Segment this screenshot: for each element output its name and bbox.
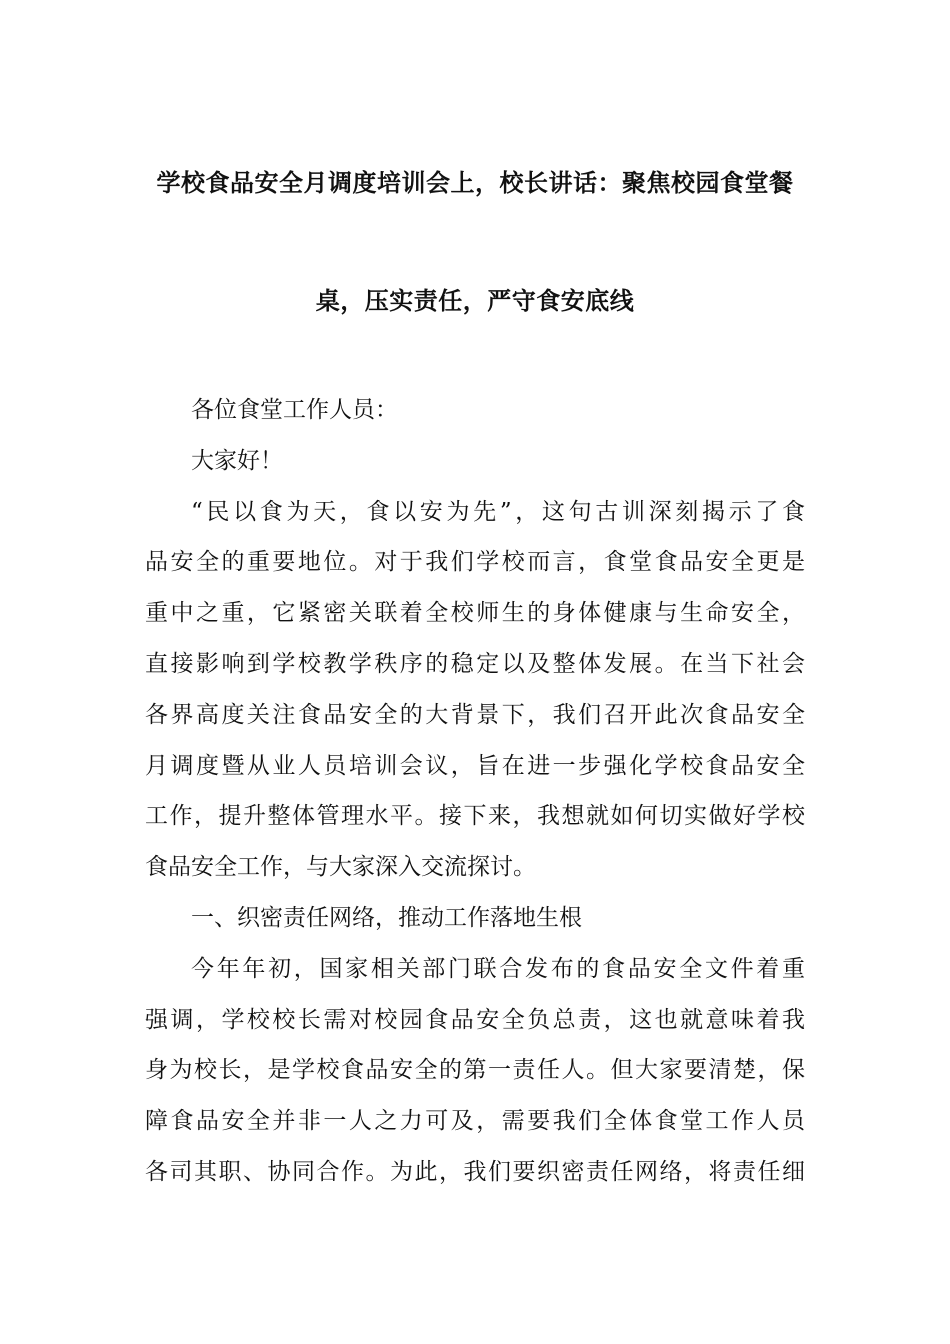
paragraph-line: 强调，学校校长需对校园食品安全负总责，这也就意味着我 [145,1006,805,1033]
document-title-line-1: 学校食品安全月调度培训会上，校长讲话：聚焦校园食堂餐 [156,169,794,197]
paragraph-line: 今年年初，国家相关部门联合发布的食品安全文件着重 [191,955,805,982]
paragraph-line: 各界高度关注食品安全的大背景下，我们召开此次食品安全 [145,701,805,728]
paragraph-line: 月调度暨从业人员培训会议，旨在进一步强化学校食品安全 [145,752,805,779]
salutation: 各位食堂工作人员： [191,397,398,423]
document-body [145,385,805,1198]
paragraph-line: 工作，提升整体管理水平。接下来，我想就如何切实做好学校 [145,803,805,830]
document-title-line-2: 桌，压实责任，严守食安底线 [315,287,635,315]
paragraph-line: 直接影响到学校教学秩序的稳定以及整体发展。在当下社会 [145,650,805,677]
paragraph-section-1 [145,944,805,1198]
paragraph-line: 障食品安全并非一人之力可及，需要我们全体食堂工作人员 [145,1108,805,1135]
paragraph-intro [145,487,805,893]
paragraph-line: 品安全的重要地位。对于我们学校而言，食堂食品安全更是 [145,549,805,576]
section-heading: 一、织密责任网络，推动工作落地生根 [191,904,582,931]
paragraph-line: 食品安全工作，与大家深入交流探讨。 [145,854,536,881]
paragraph-line: 各司其职、协同合作。为此，我们要织密责任网络，将责任细 [145,1158,805,1185]
paragraph-line: 身为校长，是学校食品安全的第一责任人。但大家要清楚，保 [145,1057,805,1084]
greeting: 大家好！ [191,447,283,474]
paragraph-line: 重中之重，它紧密关联着全校师生的身体健康与生命安全， [145,600,805,627]
paragraph-line: “民以食为天，食以安为先”，这句古训深刻揭示了食 [191,498,805,525]
